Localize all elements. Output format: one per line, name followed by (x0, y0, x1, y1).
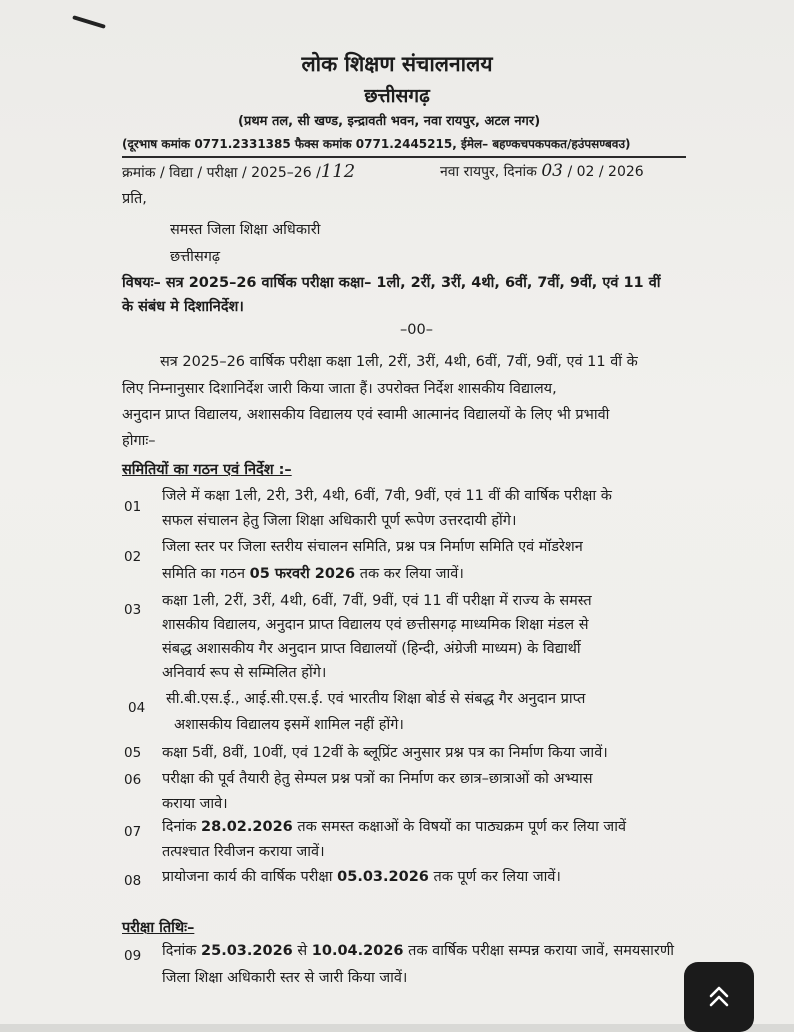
intro-line: होगाः– (122, 433, 156, 449)
section-heading-exam-dates: परीक्षा तिथिः– (122, 920, 195, 936)
item-text: शासकीय विद्यालय, अनुदान प्राप्त विद्यालय एवं छत्तीसगढ़ माध्यमिक शिक्षा मंडल से (162, 617, 589, 633)
item-text: परीक्षा की पूर्व तैयारी हेतु सेम्पल प्रश्न पत्रों का निर्माण कर छात्र–छात्राओं को अभ्यास (162, 771, 593, 787)
divider-text: –00– (400, 322, 433, 338)
item-text: सफल संचालन हेतु जिला शिक्षा अधिकारी पूर्ण रूपेण उत्तरदायी होंगे। (162, 513, 517, 529)
recipient: समस्त जिला शिक्षा अधिकारी (170, 222, 321, 238)
item-text: अशासकीय विद्यालय इसमें शामिल नहीं होंगे। (174, 717, 404, 733)
pen-mark (72, 15, 106, 29)
recipient-state: छत्तीसगढ़ (170, 249, 221, 265)
state-name: छत्तीसगढ़ (364, 85, 430, 107)
item-number: 08 (124, 873, 142, 889)
item-number: 05 (124, 745, 142, 761)
subject-line1: विषयः– सत्र 2025–26 वार्षिक परीक्षा कक्षा– 1ली, 2रीं, 3रीं, 4थी, 6वीं, 7वीं, 9वीं, एवं 11 वीं (122, 275, 661, 291)
intro-line: लिए निम्नानुसार दिशानिर्देश जारी किया जाता हैं। उपरोक्त निर्देश शासकीय विद्यालय, (122, 381, 557, 397)
item-number: 07 (124, 824, 142, 840)
section-heading-committees: समितियों का गठन एवं निर्देश :– (122, 462, 292, 478)
item-text: सी.बी.एस.ई., आई.सी.एस.ई. एवं भारतीय शिक्षा बोर्ड से संबद्ध गैर अनुदान प्राप्त (166, 691, 586, 707)
item-text: समिति का गठन 05 फरवरी 2026 तक कर लिया जावें। (162, 566, 464, 582)
item-text: कक्षा 5वीं, 8वीं, 10वीं, एवं 12वीं के ब्लूप्रिंट अनुसार प्रश्न पत्र का निर्माण किया जावें। (162, 745, 608, 761)
salutation: प्रति, (122, 191, 147, 207)
item-number: 06 (124, 772, 142, 788)
item-text: जिले में कक्षा 1ली, 2री, 3री, 4थी, 6वीं, 7वी, 9वीं, एवं 11 वीं की वार्षिक परीक्षा के (162, 488, 612, 504)
item-number: 01 (124, 499, 142, 515)
item-number: 02 (124, 549, 142, 565)
scroll-to-top-button[interactable] (684, 962, 754, 1032)
item-text: संबद्ध अशासकीय गैर अनुदान प्राप्त विद्यालयों (हिन्दी, अंग्रेजी माध्यम) के विद्यार्थी (162, 641, 581, 657)
subject-line2: के संबंध मे दिशानिर्देश। (122, 299, 244, 315)
office-address: (प्रथम तल, सी खण्ड, इन्द्रावती भवन, नवा रायपुर, अटल नगर) (238, 114, 541, 129)
handwritten-day: 03 (541, 161, 563, 181)
header-divider (122, 156, 686, 158)
item-text: तत्पश्चात रिवीजन कराया जावें। (162, 844, 325, 860)
double-chevron-up-icon (704, 982, 734, 1012)
item-text: जिला शिक्षा अधिकारी स्तर से जारी किया जावें। (162, 970, 408, 986)
item-text: अनिवार्य रूप से सम्मिलित होंगे। (162, 665, 327, 681)
item-text: कराया जावे। (162, 796, 228, 812)
item-text: दिनांक 28.02.2026 तक समस्त कक्षाओं के विषयों का पाठ्यक्रम पूर्ण कर लिया जावें (162, 819, 627, 835)
item-number: 04 (128, 700, 146, 716)
item-text: दिनांक 25.03.2026 से 10.04.2026 तक वार्षिक परीक्षा सम्पन्न कराया जावें, समयसारणी (162, 943, 675, 959)
item-number: 03 (124, 602, 142, 618)
handwritten-ref: 112 (320, 161, 356, 182)
item-number: 09 (124, 948, 142, 964)
reference-number: क्रमांक / विद्या / परीक्षा / 2025–26 /112 (122, 161, 356, 182)
item-text: जिला स्तर पर जिला स्तरीय संचालन समिति, प्रश्न पत्र निर्माण समिति एवं मॉडरेशन (162, 539, 583, 555)
intro-line: अनुदान प्राप्त विद्यालय, अशासकीय विद्यालय एवं स्वामी आत्मानंद विद्यालयों के लिए भी प्रभावी (122, 407, 610, 423)
letter-date: नवा रायपुर, दिनांक 03 / 02 / 2026 (440, 161, 644, 181)
office-contact: (दूरभाष कमांक 0771.2331385 फैक्स कमांक 0771.2445215, ईमेल– बहण्कचपकपकत/हउंपसण्बवउ) (122, 137, 631, 151)
intro-line: सत्र 2025–26 वार्षिक परीक्षा कक्षा 1ली, 2रीं, 3रीं, 4थी, 6वीं, 7वीं, 9वीं, एवं 11 वीं के (160, 354, 638, 370)
item-text: प्रायोजना कार्य की वार्षिक परीक्षा 05.03.2026 तक पूर्ण कर लिया जावें। (162, 869, 561, 885)
item-text: कक्षा 1ली, 2रीं, 3रीं, 4थी, 6वीं, 7वीं, 9वीं, एवं 11 वीं परीक्षा में राज्य के समस्त (162, 593, 592, 609)
office-name: लोक शिक्षण संचालनालय (301, 52, 493, 76)
